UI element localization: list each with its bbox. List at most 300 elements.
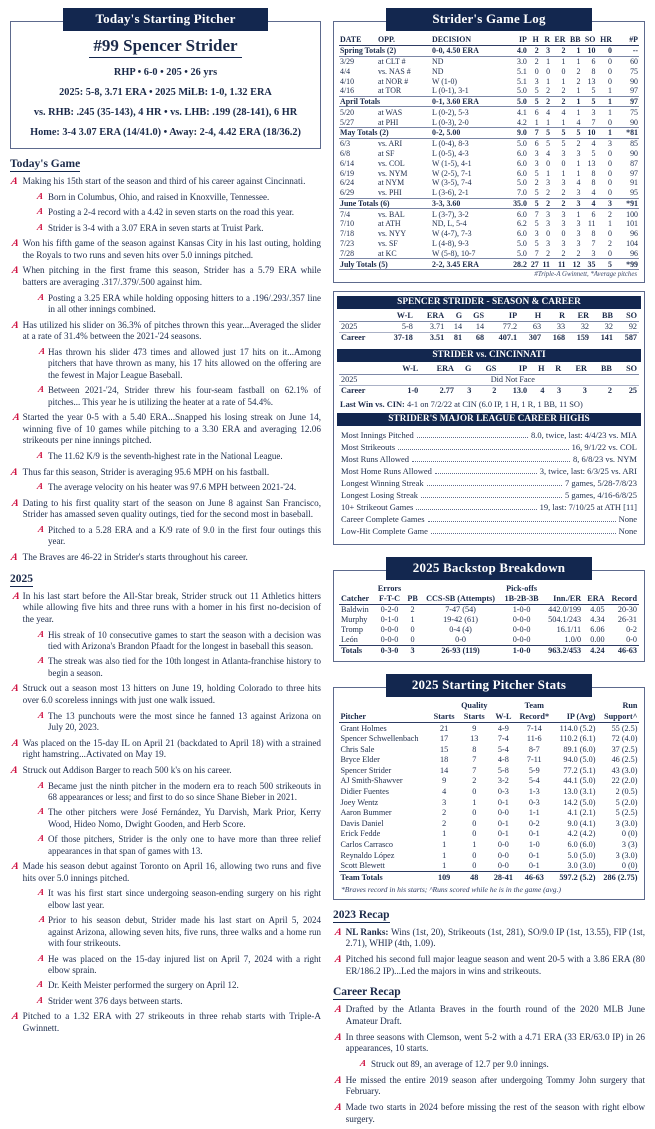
table-cell: 2 [576, 66, 581, 76]
braves-a-icon: A [36, 994, 45, 1005]
column-header: IP [486, 311, 519, 322]
table-cell: 6.2 [517, 219, 527, 229]
table-cell: 407.1 [486, 332, 519, 343]
table-cell: 1 [546, 117, 551, 127]
table-cell: L (0-2), 5-3 [432, 107, 469, 117]
table-cell: 15 [440, 744, 449, 754]
table-cell: 0-1, 3.60 ERA [431, 96, 509, 107]
column-header: IP [509, 35, 528, 45]
career-high-value: 8, 6/8/23 vs. NYM [573, 454, 637, 465]
column-header: OPP. [377, 35, 431, 45]
table-cell: 0-0, 4.50 ERA [431, 45, 509, 56]
bullet-item [333, 927, 645, 950]
table-cell: Joey Wentz [340, 797, 379, 807]
table-cell: 25 [614, 385, 639, 396]
column-header: CCS-SB (Attempts) [421, 594, 501, 605]
table-cell: 3 [576, 229, 581, 239]
table-cell: Career [339, 332, 381, 343]
table-cell: 7-47 (54) [445, 605, 476, 615]
bullet-text: He was placed on the 15-day injured list on April 7, 2024 with a right elbow sprain. [48, 953, 321, 975]
bullet-text: Has utilized his slider on 36.3% of pitches thrown this year...Averaged the slider at a rate of 31.4% between the 2021-'24 seasons. [22, 319, 321, 342]
table-cell: 0-3-0 [374, 645, 404, 656]
table-cell: 3 [534, 158, 539, 168]
table-row [339, 776, 639, 787]
table-cell: 3.0 [517, 56, 527, 66]
bullet-text: Strider is 3-4 with a 3.07 ERA in seven starts at Truist Park. [48, 222, 264, 233]
table-cell: 5.1 [517, 66, 527, 76]
table-cell: 4.1 [517, 107, 527, 117]
table-cell: 3 [591, 248, 596, 258]
column-header: ER [551, 35, 566, 45]
table-row [339, 45, 639, 56]
table-cell: 1-0 [528, 840, 540, 850]
table-cell: 0-1-0 [380, 615, 399, 625]
table-cell: 2 [608, 239, 612, 249]
todays-starting-pitcher-band: Today's Starting Pitcher [63, 8, 268, 31]
table-cell: 0-0 [497, 861, 509, 871]
column-header: W-L [491, 711, 516, 722]
table-cell: 6.0 [517, 229, 527, 239]
table-cell: 4.2 [517, 117, 527, 127]
table-row [339, 117, 639, 127]
table-cell: 90 [630, 76, 638, 86]
table-cell: 11-6 [526, 734, 542, 744]
table-cell: 26-31 [617, 615, 637, 625]
career-high-label: Most Strikeouts [341, 442, 396, 453]
table-cell: 0 [608, 248, 612, 258]
column-header: GS [464, 311, 486, 322]
table-cell: 11 [551, 259, 566, 270]
column-header [339, 364, 387, 375]
table-row [339, 860, 639, 871]
table-cell: 37-18 [381, 332, 415, 343]
table-cell: 97 [630, 86, 638, 96]
table-cell: 2 [534, 178, 539, 188]
table-row [339, 239, 639, 249]
table-cell: 307 [519, 332, 543, 343]
table-cell: 1-1 [528, 808, 540, 818]
table-cell: 0 (0) [621, 829, 638, 839]
header-row [339, 711, 639, 722]
bullet-item [10, 223, 321, 234]
vs-cincinnati-title: STRIDER vs. CINCINNATI [337, 349, 641, 362]
table-cell: 6/14 [340, 158, 355, 168]
table-cell: 0-1 [497, 797, 509, 807]
table-cell: *91 [613, 198, 639, 209]
table-cell: 6/3 [340, 139, 351, 149]
bullet-item [333, 1059, 645, 1070]
dotted-leader [416, 509, 536, 510]
table-cell: 18 [440, 755, 449, 765]
table-cell: 101 [626, 219, 638, 229]
bullet-item [10, 238, 321, 261]
table-cell: 104 [626, 239, 638, 249]
braves-a-icon: A [37, 952, 46, 963]
table-cell: 0-1 [528, 850, 540, 860]
bullet-text: Between 2021-'24, Strider threw his four-seam fastball on 62.1% of pitches... This year he is utilizing the heater at a rate of 54.4%. [48, 385, 321, 407]
table-cell: 2 [561, 248, 566, 258]
table-cell: Tromp [341, 625, 363, 635]
career-high-value: 7 games, 5/28-7/8/23 [564, 478, 637, 489]
column-header: Record* [516, 711, 553, 722]
table-cell: León [341, 635, 358, 645]
braves-a-icon: A [11, 497, 20, 509]
game-log-footnote: #Triple-A Gwinnett, *Average pitches [534, 270, 637, 278]
table-cell: 1 [608, 86, 612, 96]
column-header: H [528, 35, 540, 45]
career-high-row [341, 465, 637, 477]
column-header [421, 584, 501, 594]
table-cell: 2-2, 3.45 ERA [431, 259, 509, 270]
braves-a-icon: A [11, 319, 20, 331]
table-cell: 11 [587, 219, 596, 229]
table-cell: 28.2 [509, 259, 528, 270]
table-cell: 7 [528, 128, 540, 139]
table-row [339, 872, 639, 883]
bullet-text: Made two starts in 2024 before missing the rest of the season with right elbow surgery. [345, 1101, 645, 1124]
column-header: DATE [339, 35, 377, 45]
bullet-text: Making his 15th start of the season and third of his career against Cincinnati. [22, 176, 306, 186]
recap-2023-bullets [333, 927, 645, 978]
table-row [339, 56, 639, 66]
table-cell: 1 [472, 797, 477, 807]
table-cell: 35.0 [509, 198, 528, 209]
table-cell: 94.0 (5.0) [563, 755, 596, 765]
bullet-item [10, 347, 321, 381]
table-cell: 77.2 (5.1) [563, 765, 596, 775]
table-row [339, 149, 639, 159]
table-cell: 0-1 [528, 861, 540, 871]
table-cell: 5-4 [528, 776, 540, 786]
table-cell: 5.0 [509, 96, 528, 107]
table-cell: 1 [576, 158, 581, 168]
table-cell: 4-9 [497, 723, 509, 733]
table-cell: 19-42 (61) [443, 615, 478, 625]
table-cell: vs. COL [378, 158, 405, 168]
table-cell: 6.0 (6.0) [567, 840, 596, 850]
table-cell: 5 [534, 168, 539, 178]
column-header [607, 584, 639, 594]
column-header: BB [589, 364, 614, 375]
table-cell: 92 [615, 321, 639, 332]
table-cell: 7 [534, 209, 539, 219]
table-row [339, 839, 639, 850]
table-row [339, 818, 639, 829]
table-row [339, 219, 639, 229]
column-header: ER [567, 311, 591, 322]
backstop-band: 2025 Backstop Breakdown [386, 557, 592, 580]
bullet-item [333, 1032, 645, 1055]
header-row [339, 594, 639, 605]
table-cell: 3 (3.0) [615, 818, 638, 828]
header-row [339, 364, 639, 375]
bullet-item [10, 1011, 321, 1034]
table-cell: 95 [630, 188, 638, 198]
table-cell: 2 [576, 139, 581, 149]
career-high-label: Longest Losing Streak [341, 490, 418, 501]
table-cell: 0-0-0 [380, 625, 399, 635]
table-row [339, 321, 639, 332]
table-cell: 3/29 [340, 56, 355, 66]
table-cell: 4.05 [590, 605, 605, 615]
table-cell: 8 [591, 229, 596, 239]
table-cell: 1 [561, 117, 566, 127]
column-header: GS [473, 364, 498, 375]
braves-a-icon: A [11, 737, 20, 749]
table-row [339, 66, 639, 76]
data-table [339, 35, 639, 270]
table-cell: 2 [561, 86, 566, 96]
table-cell: 13 [470, 734, 479, 744]
table-cell: 3.0 (3.0) [567, 861, 596, 871]
starters-table [339, 701, 639, 883]
table-cell: 2025 [339, 321, 381, 332]
table-cell: May Totals (2) [339, 128, 431, 139]
career-high-value: 8.0, twice, last: 4/4/23 vs. MIA [530, 429, 637, 440]
table-cell: 6 [534, 107, 539, 117]
table-cell: 0-0-0 [512, 625, 531, 635]
bullet-text: Struck out a season most 13 hitters on June 19, holding Colorado to three hits over 6.0 scoreless innings with just one walk issued. [22, 683, 321, 705]
table-cell: 96 [630, 248, 638, 258]
table-cell: 109 [431, 872, 458, 883]
table-cell: vs. NYY [378, 229, 407, 239]
table-row [339, 76, 639, 86]
table-row [339, 198, 639, 209]
table-cell: 46-63 [607, 645, 639, 656]
table-row [339, 850, 639, 861]
table-cell: 3 [442, 797, 447, 807]
table-cell: 97 [613, 96, 639, 107]
braves-a-icon: A [37, 628, 46, 639]
braves-a-icon: A [11, 861, 20, 873]
column-header: IP (Avg) [553, 711, 597, 722]
table-cell: 1 [546, 56, 551, 66]
table-cell: 4 [576, 117, 581, 127]
table-cell: 159 [567, 332, 591, 343]
bullet-item [10, 738, 321, 761]
bullet-text: His streak of 10 consecutive games to start the season with a decision was tied with Arizona's Brandon Pfaadt for the longest in baseball this season. [48, 629, 321, 652]
table-cell: 0 [561, 158, 566, 168]
table-cell: 60 [630, 56, 638, 66]
column-header: Pick-offs [506, 584, 538, 594]
bullet-item [10, 630, 321, 653]
table-cell: Reynaldo López [340, 850, 395, 860]
table-cell: W (5-8), 10-7 [432, 248, 476, 258]
table-row [339, 722, 639, 733]
table-cell: 4 [561, 107, 566, 117]
career-recap-bullets [333, 1004, 645, 1125]
bullet-text: Dating to his first quality start of the season on June 8 against San Francisco, Strider has amassed seven quality outings, tied for the second most in baseball. [22, 497, 321, 520]
table-cell: 3 [561, 148, 566, 158]
table-cell: 2 [540, 96, 551, 107]
table-cell: 0 [596, 45, 613, 56]
table-cell: 72 (4.0) [611, 734, 638, 744]
table-cell: 0 [608, 188, 612, 198]
table-cell: 0 [546, 66, 551, 76]
bullet-item [10, 207, 321, 218]
table-row [339, 733, 639, 744]
bullet-text: The other pitchers were José Fernández, Yu Darvish, Mark Prior, Kerry Wood, Hideo Nomo, Dwight Gooden, and Herb Score. [48, 807, 321, 829]
table-cell: July Totals (5) [339, 259, 431, 270]
table-cell: Team Totals [339, 872, 431, 883]
column-header: IP [498, 364, 529, 375]
pitcher-name: #99 Spencer Strider [89, 36, 241, 58]
table-cell: 3 [567, 198, 582, 209]
bullet-text: The streak was also tied for the 10th longest in Atlanta-franchise history to begin a season. [48, 656, 321, 678]
table-cell: 5 [528, 96, 540, 107]
bullet-text: Drafted by the Atlanta Braves in the fourth round of the 2020 MLB June Amateur Draft. [345, 1004, 645, 1027]
table-cell: 14.2 (5.0) [563, 797, 596, 807]
braves-a-icon: A [37, 779, 46, 790]
table-cell: 1 [608, 107, 612, 117]
table-cell: 75 [630, 107, 638, 117]
table-cell: at TOR [378, 86, 402, 96]
career-high-label: Most Runs Allowed [341, 454, 410, 465]
career-high-label: 10+ Strikeout Games [341, 502, 414, 513]
bullet-item [10, 498, 321, 521]
table-cell: 3 [576, 188, 581, 198]
column-header: G [456, 364, 473, 375]
table-cell: 3 [561, 178, 566, 188]
table-cell: 4.2 (4.2) [567, 829, 596, 839]
table-cell: 5 [528, 198, 540, 209]
column-header: Support^ [597, 711, 639, 722]
header-row [339, 584, 639, 594]
table-cell: 4.0 [509, 45, 528, 56]
column-header: SO [614, 364, 639, 375]
column-header: HR [596, 35, 613, 45]
table-cell: 0 [608, 76, 612, 86]
column-header: F-T-C [374, 594, 404, 605]
table-cell: 5.0 [517, 86, 527, 96]
table-cell: 0-1 [497, 818, 509, 828]
bullet-text: Thus far this season, Strider is averaging 95.6 MPH on his fastball. [22, 466, 270, 477]
table-cell: 9 [442, 776, 447, 786]
table-cell: 2 [576, 76, 581, 86]
column-header: Catcher [339, 594, 374, 605]
dotted-leader [435, 473, 537, 474]
table-cell: 4/10 [340, 76, 355, 86]
bullet-item [10, 467, 321, 479]
table-cell: 3 (3) [621, 840, 638, 850]
table-cell: 0 [608, 66, 612, 76]
pitcher-summary-box [10, 21, 321, 149]
bullet-item [333, 954, 645, 977]
table-cell: 1 [561, 76, 566, 86]
table-cell: 2 [551, 96, 566, 107]
braves-a-icon: A [10, 176, 19, 187]
pitcher-splits-line: vs. RHB: .245 (35-143), 4 HR • vs. LHB: .199 (28-141), 6 HR [33, 107, 298, 118]
column-header: G [446, 311, 464, 322]
table-cell: 2 [551, 45, 566, 56]
table-cell: 3 [546, 178, 551, 188]
table-cell: 5 [591, 148, 596, 158]
table-cell: 0-0 [497, 808, 509, 818]
recap-2023-heading: 2023 Recap [333, 908, 390, 921]
table-cell: 90 [630, 117, 638, 127]
column-header: SO [615, 311, 639, 322]
table-cell: 168 [543, 332, 567, 343]
braves-a-icon: A [11, 237, 20, 249]
column-header: Starts [431, 711, 458, 722]
bullet-text: Strider went 376 days between starts. [48, 995, 183, 1006]
career-high-label: Most Innings Pitched [341, 429, 414, 440]
table-cell: 2 [551, 198, 566, 209]
table-cell: Spring Totals (2) [339, 45, 431, 56]
career-high-value: None [618, 514, 637, 525]
table-cell: 3-3, 3.60 [431, 198, 509, 209]
table-cell: 5.0 [517, 139, 527, 149]
career-highs-title: STRIDER'S MAJOR LEAGUE CAREER HIGHS [337, 413, 641, 426]
game-log-box [333, 21, 645, 283]
table-cell: 1 [442, 850, 447, 860]
table-cell: 1 [561, 56, 566, 66]
table-cell: 1 [546, 168, 551, 178]
table-cell: 2 [608, 209, 612, 219]
career-high-label: Career Complete Games [341, 514, 425, 525]
career-recap-heading: Career Recap [333, 986, 401, 999]
column-header [339, 701, 431, 712]
table-cell: 5 [551, 128, 566, 139]
table-cell: 0-2-0 [380, 605, 399, 615]
bullet-text: Posting a 3.25 ERA while holding opposing hitters to a .196/.293/.357 line in all other innings combined. [48, 292, 321, 315]
bullet-item [10, 385, 321, 408]
column-header: BB [591, 311, 615, 322]
table-cell: 8 [472, 744, 477, 754]
season-career-box [333, 291, 645, 545]
table-cell: 2 [442, 818, 447, 828]
table-cell: at ATH [378, 219, 401, 229]
table-row [339, 158, 639, 168]
table-row [339, 807, 639, 818]
header-row [339, 35, 639, 45]
table-cell: 0-3 [497, 787, 509, 797]
table-cell: 6.0 [517, 158, 527, 168]
bullet-item [10, 834, 321, 857]
career-high-row [341, 513, 637, 525]
table-cell: 5 [581, 96, 596, 107]
table-cell: 1 [442, 829, 447, 839]
season-2025-bullets [10, 591, 321, 1035]
table-cell: 8-7 [528, 744, 540, 754]
table-cell: 20-30 [617, 605, 637, 615]
table-cell: 13 [587, 158, 596, 168]
table-cell: 5 [534, 188, 539, 198]
table-cell: 7/28 [340, 248, 355, 258]
starters-box [333, 687, 645, 900]
table-cell: 13 [587, 76, 596, 86]
table-cell: 5 [540, 128, 551, 139]
column-header: BB [567, 35, 582, 45]
table-cell: 2 [576, 248, 581, 258]
table-cell: 5.0 [517, 248, 527, 258]
table-cell: 0-0 [626, 635, 637, 645]
table-cell: 0 [546, 158, 551, 168]
bullet-item [10, 591, 321, 626]
column-header [543, 584, 584, 594]
bullet-text: Was placed on the 15-day IL on April 21 (backdated to April 18) with a strained right hamstring...Activated on May 19. [22, 737, 321, 760]
table-cell: 8 [591, 178, 596, 188]
column-header: Pitcher [339, 711, 431, 722]
table-cell: 3 [576, 148, 581, 158]
table-cell: 0.00 [590, 635, 605, 645]
career-high-label: Most Home Runs Allowed [341, 466, 432, 477]
career-high-value: 5 games, 4/16-6/8/25 [564, 490, 637, 501]
season-2025-heading: 2025 [10, 572, 33, 585]
table-cell: 55 (2.5) [611, 723, 638, 733]
table-cell: 3 [534, 148, 539, 158]
table-cell: vs. PHI [378, 188, 402, 198]
